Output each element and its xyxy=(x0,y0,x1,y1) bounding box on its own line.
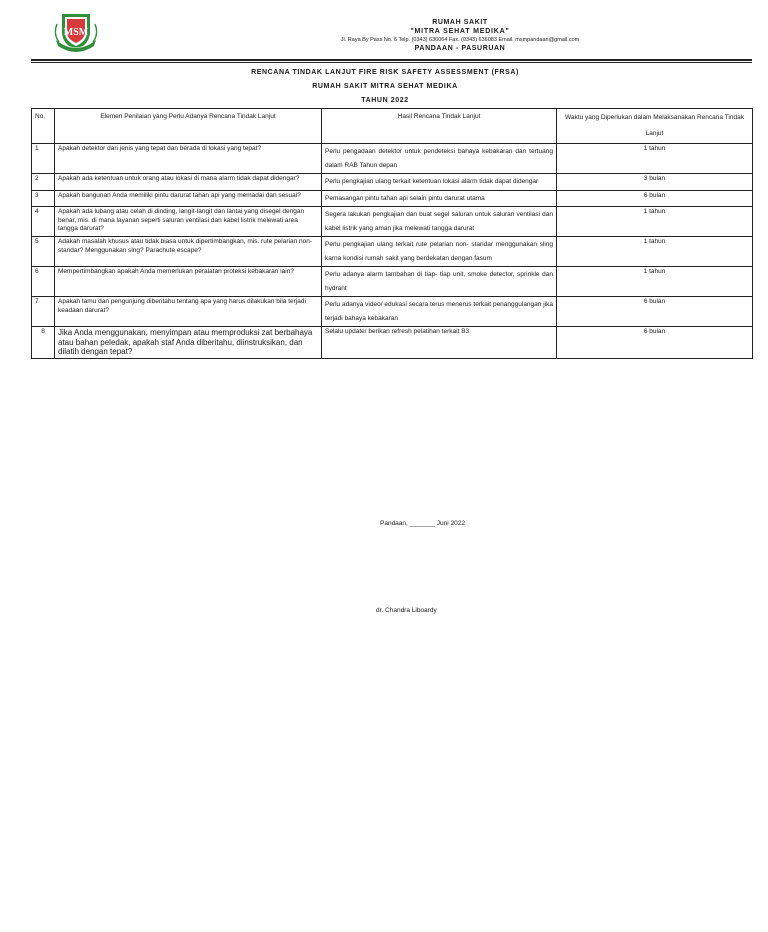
row-waktu: 1 tahun xyxy=(557,237,753,267)
header-waktu: Waktu yang Diperlukan dalam Melaksanakan Rencana Tindak Lanjut xyxy=(557,109,753,144)
table-row xyxy=(32,327,753,359)
row-waktu: 6 bulan xyxy=(557,297,753,327)
row-hasil: Perlu adanya alarm tambahan di tiap- tiap unit, smoke detector, sprinkle dan hydrant xyxy=(322,267,557,297)
header-rule-thick xyxy=(31,59,752,61)
row-hasil: Selalu update/ berikan refresh pelatihan terkait B3 xyxy=(322,327,557,359)
title-1: RENCANA TINDAK LANJUT FIRE RISK SAFETY ASSESSMENT (FRSA) xyxy=(251,69,519,76)
row-hasil: Segera lakukan pengkajian dan buat segel saluran untuk saluran ventilasi dan kabel listrik yang aman jika melewati tangga darurat xyxy=(322,207,557,237)
row-no: 1 xyxy=(32,144,55,174)
table-row xyxy=(32,237,753,267)
row-hasil: Perlu pengkajian ulang terkait rute pelarian non- standar menggunakan sling karna kondisi rumah sakit yang berdekatan dengan fasum xyxy=(322,237,557,267)
table-row xyxy=(32,267,753,297)
header-city: PANDAAN - PASURUAN xyxy=(414,44,506,52)
title-3: TAHUN 2022 xyxy=(361,97,409,104)
header-line-2: "MITRA SEHAT MEDIKA" xyxy=(410,27,510,35)
header-address: Jl. Raya By Pass No. 6 Telp. (0343) 636064 Fax. (0343) 636083 Email. msmpandaan@gmail.com xyxy=(340,37,580,43)
header-hasil: Hasil Rencana Tindak Lanjut xyxy=(322,109,557,144)
row-hasil: Perlu adanya video/ edukasi secara terus menerus terkait penanggulangan jika terjadi bahaya kebakaran xyxy=(322,297,557,327)
title-2: RUMAH SAKIT MITRA SEHAT MEDIKA xyxy=(312,83,458,90)
document-titles xyxy=(150,66,620,108)
header-rule-thin xyxy=(31,62,752,63)
table-row xyxy=(32,190,753,207)
row-elemen: Mempertimbangkan apakah Anda memerlukan peralatan proteksi kebakaran lain? xyxy=(55,267,322,297)
row-elemen: Apakah ada lubang atau celah di dinding, langit-langit dan lantai yang disegel dengan benar, mis. di mana layanan seperti saluran ventilasi dan kabel listrik melewati area tangga darurat? xyxy=(55,207,322,237)
row-hasil: Perlu pengadaan detektor untuk pendeteksi bahaya kebakaran dan tertuang dalam RAB Tahun depan xyxy=(322,144,557,174)
row-waktu: 6 bulan xyxy=(557,327,753,359)
signature-place-date: Pandaan, _______ Juni 2022 xyxy=(380,520,465,527)
table-row xyxy=(32,144,753,174)
table-row xyxy=(32,297,753,327)
row-waktu: 6 bulan xyxy=(557,190,753,207)
frsa-table xyxy=(31,108,753,359)
svg-text:MSM: MSM xyxy=(63,27,89,38)
row-no: 5 xyxy=(32,237,55,267)
row-no: 3 xyxy=(32,190,55,207)
row-elemen: Apakah bangunan Anda memiliki pintu darurat tahan api yang memadai dan sesuai? xyxy=(55,190,322,207)
row-elemen: Apakah detektor dari jenis yang tepat dan berada di lokasi yang tepat? xyxy=(55,144,322,174)
row-hasil: Perlu pengkajian ulang terkait ketentuan lokasi alarm tidak dapat didengar xyxy=(322,174,557,191)
hospital-logo xyxy=(53,10,99,56)
row-waktu: 1 tahun xyxy=(557,144,753,174)
row-no: 4 xyxy=(32,207,55,237)
row-elemen: Apakah tamu dan pengunjung diberitahu tentang apa yang harus dilakukan bila terjadi keadaan darurat? xyxy=(55,297,322,327)
row-no: 6 xyxy=(32,267,55,297)
table-row xyxy=(32,207,753,237)
signature-name: dr. Chandra Liboardy xyxy=(376,607,437,614)
table-row xyxy=(32,174,753,191)
row-hasil: Pemasangan pintu tahan api selain pintu darurat utama xyxy=(322,190,557,207)
row-no: 2 xyxy=(32,174,55,191)
row-elemen: Apakah ada ketentuan untuk orang atau lokasi di mana alarm tidak dapat didengar? xyxy=(55,174,322,191)
row-elemen: Adakah masalah khusus atau tidak biasa untuk dipertimbangkan, mis. rute pelarian non-standar? Menggunakan slng? Parachute escape? xyxy=(55,237,322,267)
row-elemen: Jika Anda menggunakan, menyimpan atau memproduksi zat berbahaya atau bahan peledak, apakah staf Anda diberitahu, diinstruksikan, dan dilatih dengan tepat? xyxy=(55,327,322,359)
hospital-header xyxy=(300,19,620,53)
row-no: 8 xyxy=(32,327,55,359)
header-no: No. xyxy=(32,109,55,144)
table-header-row xyxy=(32,109,753,144)
header-line-1: RUMAH SAKIT xyxy=(432,19,488,26)
header-elemen: Elemen Penilaian yang Perlu Adanya Rencana Tindak Lanjut xyxy=(55,109,322,144)
row-no: 7 xyxy=(32,297,55,327)
row-waktu: 1 tahun xyxy=(557,267,753,297)
row-waktu: 3 bulan xyxy=(557,174,753,191)
row-waktu: 1 tahun xyxy=(557,207,753,237)
